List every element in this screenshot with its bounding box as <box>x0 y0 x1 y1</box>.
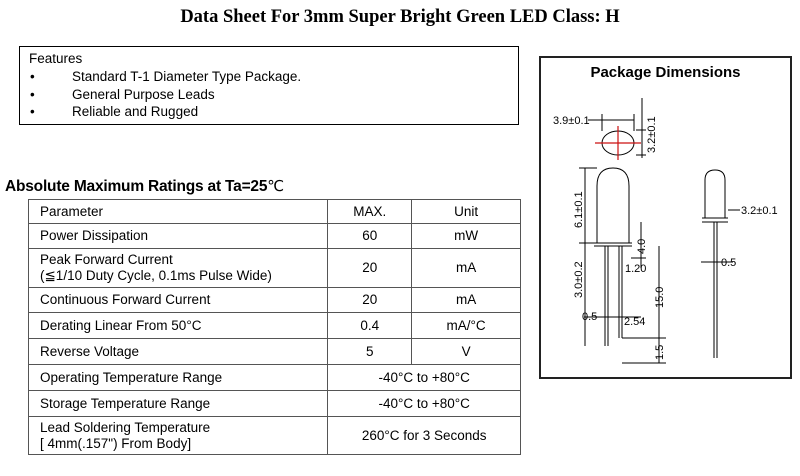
row-parameter-line: [ 4mm(.157") From Body] <box>40 435 192 451</box>
package-dimensions-panel <box>539 56 792 379</box>
dim-label: 3.9±0.1 <box>553 115 590 127</box>
page-title: Data Sheet For 3mm Super Bright Green LED Class: H <box>180 7 620 27</box>
feature-item <box>20 68 518 86</box>
table-row <box>29 339 521 365</box>
dim-label: 1.20 <box>625 263 647 275</box>
table-row <box>29 365 521 391</box>
row-unit: mA <box>412 249 521 288</box>
feature-item <box>20 103 518 121</box>
row-max: 5 <box>328 339 412 365</box>
features-box <box>19 46 519 125</box>
table-row <box>29 249 521 288</box>
dim-label: 1.5 <box>654 344 666 360</box>
dim-label: 15.0 <box>654 286 666 308</box>
table-row <box>29 417 521 455</box>
ratings-heading-unit: ℃ <box>267 177 284 195</box>
row-parameter: Operating Temperature Range <box>29 365 328 391</box>
ratings-table <box>28 199 521 455</box>
row-max: 20 <box>328 288 412 313</box>
row-parameter: Reverse Voltage <box>29 339 328 365</box>
table-row <box>29 391 521 417</box>
center-mark-icon <box>595 126 641 160</box>
row-parameter: Continuous Forward Current <box>29 288 328 313</box>
row-max: 0.4 <box>328 313 412 339</box>
dim-label: 6.1±0.1 <box>573 191 585 228</box>
row-unit: mA <box>412 288 521 313</box>
feature-text: Standard T-1 Diameter Type Package. <box>72 69 302 84</box>
led-body-front <box>597 168 629 243</box>
table-row <box>29 313 521 339</box>
row-unit: mW <box>412 224 521 249</box>
features-heading: Features <box>29 51 83 66</box>
feature-text: General Purpose Leads <box>72 86 215 102</box>
ratings-heading-text: Absolute Maximum Ratings at Ta=25 <box>5 178 268 195</box>
ratings-heading <box>5 177 284 196</box>
features-list <box>20 68 518 121</box>
row-parameter: Power Dissipation <box>29 224 328 249</box>
table-header-row <box>29 200 521 224</box>
dim-label: 3.2±0.1 <box>741 205 778 217</box>
table-row <box>29 288 521 313</box>
row-value: -40°C to +80°C <box>328 391 521 417</box>
dim-label: 4.0 <box>636 238 648 254</box>
row-parameter <box>29 249 328 288</box>
row-parameter <box>29 417 328 455</box>
row-parameter-line: Lead Soldering Temperature <box>40 419 211 435</box>
dim-label: 0.5 <box>721 257 737 269</box>
row-max: 60 <box>328 224 412 249</box>
row-unit: V <box>412 339 521 365</box>
feature-text: Reliable and Rugged <box>72 104 199 119</box>
led-body-side <box>705 170 725 218</box>
dim-label: 0.5 <box>582 311 598 323</box>
header-max: MAX. <box>328 200 412 224</box>
row-unit: mA/°C <box>412 313 521 339</box>
row-value: 260°C for 3 Seconds <box>328 417 521 455</box>
dim-label: 3.2±0.1 <box>646 116 658 153</box>
dim-label: 2.54 <box>624 316 646 328</box>
dim-label: 3.0±0.2 <box>573 261 585 298</box>
package-drawing <box>541 58 790 377</box>
bullet-icon: • <box>30 69 35 84</box>
header-unit: Unit <box>412 200 521 224</box>
feature-item <box>20 86 518 104</box>
row-value: -40°C to +80°C <box>328 365 521 391</box>
row-max: 20 <box>328 249 412 288</box>
row-parameter-line: Peak Forward Current <box>40 252 173 267</box>
bullet-icon: • <box>30 104 35 119</box>
row-parameter-line: (≦1/10 Duty Cycle, 0.1ms Pulse Wide) <box>40 268 272 283</box>
row-parameter: Storage Temperature Range <box>29 391 328 417</box>
table-row <box>29 224 521 249</box>
row-parameter: Derating Linear From 50°C <box>29 313 328 339</box>
bullet-icon: • <box>30 86 35 102</box>
header-parameter: Parameter <box>29 200 328 224</box>
package-title: Package Dimensions <box>590 64 741 81</box>
